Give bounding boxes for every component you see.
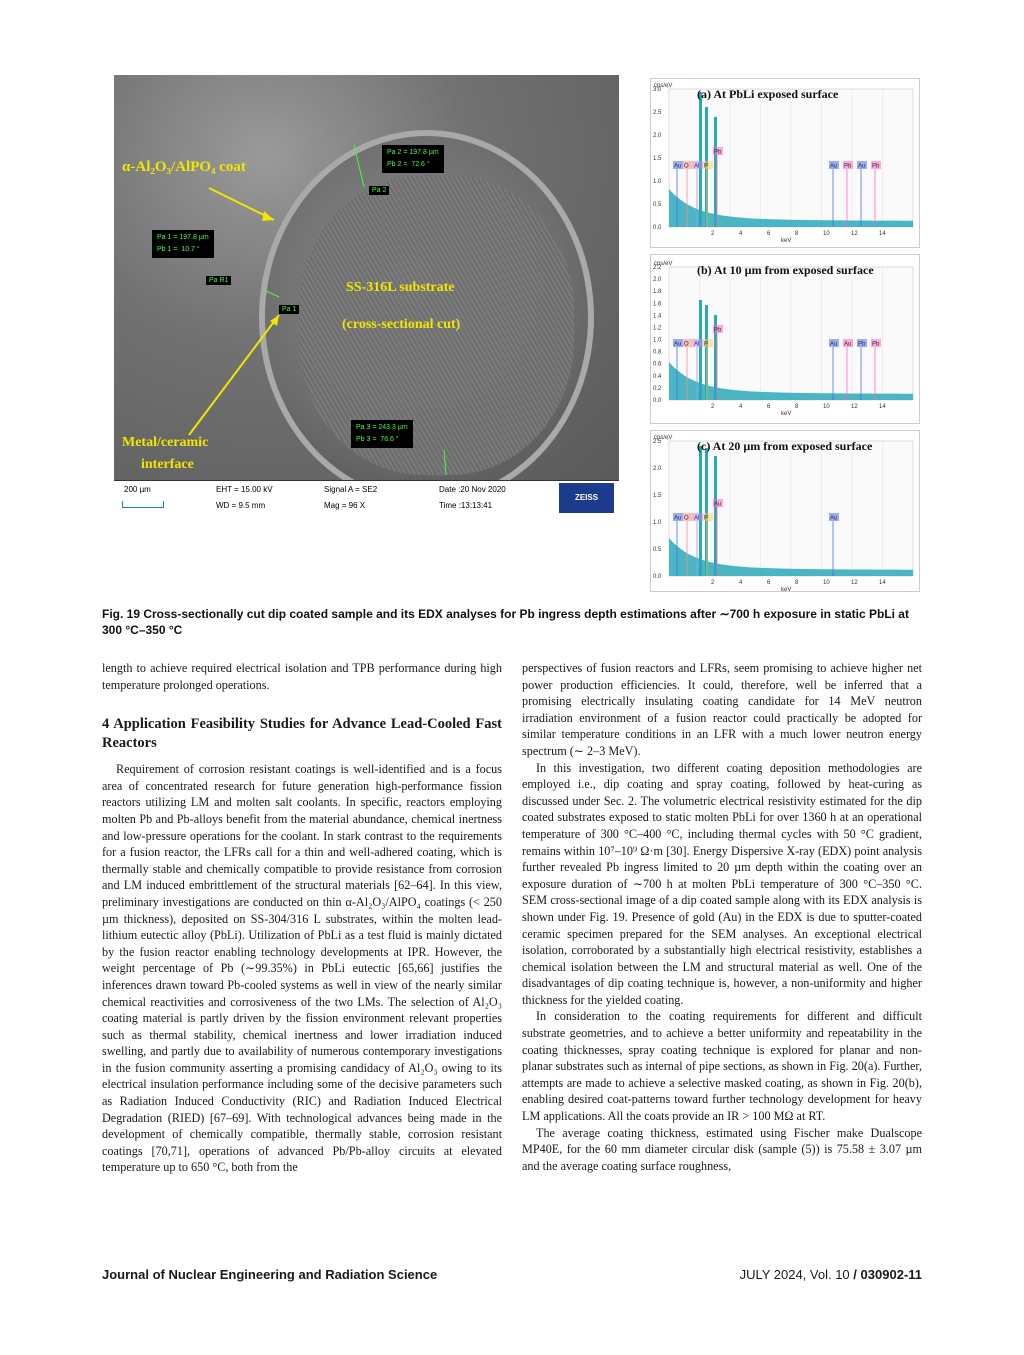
page-number: 030902-11 [860, 1267, 922, 1282]
y-tick-label: 2.5 [653, 110, 662, 116]
element-marker-label: Pb [872, 163, 880, 170]
y-tick-label: 1.5 [653, 493, 662, 499]
paragraph: In this investigation, two different coating deposition methodologies are employed i.e., dip coating and spray coating, followed by heat-curing as discussed under Sec. 2. The volumetric electrical resistivity estimated for the dip coated substrates exposed to static molten PbLi for over 1360 h at an operational temperature of 300 °C–400 °C, including thermal cycles with 50 °C gradient, remains within 10⁷–10⁹ Ω·m [30]. Energy Dispersive X-ray (EDX) point analysis further revealed Pb ingress limited to 20 µm depth within the coating over an exposure duration of ∼700 h at molten PbLi temperature of 300 °C–350 °C. SEM cross-sectional image of a dip coated sample along with its EDX analysis is shown under Fig. 19. Presence of gold (Au) in the EDX is due to sputter-coated ceramic specimen prepared for the SEM analyses. An exceptional electrical isolation, corroborated by a substantially high electrical resistivity, establishes a chemical isolation between the LM and structural material as well. One of the disadvantages of dip coating technique is, however, a non-uniformity and higher thickness for the yielded coating. [522, 760, 922, 1007]
tag-pa1: Pa 1 [279, 305, 299, 314]
y-tick-label: 1.0 [653, 337, 662, 344]
x-tick-label: 6 [767, 404, 771, 410]
cut-label: (cross-sectional cut) [342, 317, 461, 332]
edx-title-b: (b) At 10 µm from exposed surface [697, 263, 874, 277]
element-marker-label: Au [674, 163, 682, 170]
date-label: Date :20 Nov 2020 [439, 485, 506, 494]
coat-label: α-Al₂O₃/AlPO₄ coat [122, 159, 246, 175]
y-unit-label: cps/eV [654, 83, 673, 89]
x-tick-label: 10 [823, 404, 830, 410]
edx-plot-c [651, 431, 921, 593]
x-axis-label: keV [781, 411, 792, 417]
element-marker-label: Au [858, 163, 866, 170]
sem-image [114, 75, 619, 517]
measure-box-2: Pa 2 = 197.8 µm Pb 2 = 72.6 ° [382, 145, 444, 173]
x-tick-label: 14 [879, 580, 886, 586]
edx-panel-c [650, 430, 920, 592]
measure-box-3: Pa 3 = 243.3 µm Pb 3 = 76.6 ° [351, 420, 413, 448]
x-tick-label: 8 [795, 580, 799, 586]
x-tick-label: 10 [823, 580, 830, 586]
paragraph: In consideration to the coating requirements for different and difficult substrate geometries, and to achieve a better uniformity and repeatability in the coating thicknesses, spray coating technique is explored for planar and non-planar substrates such as internal of pipe sections, as shown in Fig. 20(a). Further, attempts are made to achieve a selective masked coating, as shown in Fig. 20(b), enabling desired coat-patterns toward further technology development for heavy LM applications. All the coats provide an IR > 100 MΩ at RT. [522, 1009, 922, 1124]
x-tick-label: 12 [851, 231, 858, 237]
element-marker-label: P [704, 163, 709, 170]
paragraph: Requirement of corrosion resistant coatings is well-identified and is a focus area of concentrated research for future generation high-performance fission reactors utilizing LM and molten salt coolants. In specific, reactors employing molten Pb and Pb-alloys benefit from the material abundance, chemical inertness and low-pressure operations for the coolant. In stark contrast to the requirements for a fusion reactor, the LFRs call for a thin and well-adhered coating, which is thermally stable and chemically compatible to provide resistance from corrosion and LM induced embrittlement of the structural materials [62–64]. In this view, preliminary investigations are conducted on thin α-Al₂O₃/AlPO₄ coatings (< 250 µm thickness), deposited on SS-304/316 L substrates, within the molten lead-lithium eutectic alloy (PbLi). Utilization of PbLi as a test fluid is mainly dictated by the fusion reactor enabling technology developments at IPR. However, the weight percentage of Pb (∼99.35%) in PbLi eutectic [65,66] justifies the inferences drawn toward Pb-cooled systems as well in view of the nearly similar chemical reactivities and corrosiveness of the two LMs. The selection of Al₂O₃ coating material is partly driven by the fission environment relevant properties such as thermal stability, chemical inertness and lower irradiation induced swelling, and partly due to availability of numerous contemporary investigations in the fusion community asserting a promising candidacy of Al₂O₃ owing to its electrical insulation performance including some of the decisive parameters such as Radiation Induced Conductivity (RIC) and Radiation Induced Electrical Degradation (RIED) [67–69]. With technological advances being made in the development of chemically compatible, thermally stable, corrosion resistant coatings [70,71], operations of advanced Pb/Pb-alloy circuits at elevated temperature up to 650 °C, both from the [102, 762, 502, 1175]
element-marker-label: Pb [858, 341, 866, 348]
time-label: Time :13:13:41 [439, 501, 493, 510]
wd-label: WD = 9.5 mm [216, 501, 266, 510]
section-heading: 4 Application Feasibility Studies for Advance Lead-Cooled Fast Reactors [102, 716, 502, 752]
y-unit-label: cps/eV [654, 435, 673, 441]
issue-info: JULY 2024, Vol. 10 [739, 1267, 850, 1282]
y-tick-label: 3.0 [653, 87, 662, 93]
separator: / [853, 1267, 857, 1282]
x-tick-label: 12 [851, 404, 858, 410]
element-marker-label: Au [714, 501, 722, 508]
element-marker-label: Au [830, 163, 838, 170]
left-column [102, 660, 502, 1176]
paragraph: perspectives of fusion reactors and LFRs, seem promising to achieve higher net power production efficiencies. It could, therefore, well be inferred that a promising electrically insulating coating candidate for 14 MeV neutron irradiation environment of a fusion reactor could practically be adopted for similar temperature conditions in an LFR with a much lower neutron energy spectrum (∼ 2–3 MeV). [522, 661, 922, 758]
y-tick-label: 1.2 [653, 325, 662, 332]
y-tick-label: 1.0 [653, 520, 662, 526]
edx-panel-b [650, 254, 920, 424]
x-tick-label: 12 [851, 580, 858, 586]
x-tick-label: 14 [879, 404, 886, 410]
element-marker-label: Al [694, 515, 700, 522]
y-tick-label: 1.4 [653, 313, 662, 320]
element-marker-label: Al [694, 163, 700, 170]
y-unit-label: cps/eV [654, 261, 673, 267]
element-marker-label: Au [830, 515, 838, 522]
y-tick-label: 1.8 [653, 289, 662, 296]
y-tick-label: 0.6 [653, 361, 662, 368]
measure-box-1: Pa 1 = 197.8 µm Pb 1 = 10.7 ° [152, 230, 214, 258]
element-marker-label: Pb [872, 341, 880, 348]
x-tick-label: 4 [739, 580, 743, 586]
element-marker-label: O [684, 163, 689, 170]
element-marker-label: Au [674, 515, 682, 522]
element-marker-label: Au [844, 341, 852, 348]
eht-label: EHT = 15.00 kV [216, 485, 273, 494]
y-tick-label: 0.2 [653, 385, 662, 392]
interface-label-line2: interface [141, 457, 194, 472]
page-info [680, 1267, 922, 1282]
edx-plot-a [651, 79, 921, 249]
right-column [522, 660, 922, 1174]
y-tick-label: 2.0 [653, 133, 662, 139]
element-marker-label: Al [694, 341, 700, 348]
x-tick-label: 14 [879, 231, 886, 237]
signal-label: Signal A = SE2 [324, 485, 378, 494]
x-tick-label: 2 [711, 580, 715, 586]
y-tick-label: 0.4 [653, 373, 662, 380]
element-marker-label: Pb [844, 163, 852, 170]
x-tick-label: 2 [711, 231, 715, 237]
sem-info-bar [114, 480, 619, 517]
y-tick-label: 2.0 [653, 277, 662, 284]
element-marker-label: P [704, 341, 709, 348]
element-marker-label: O [684, 341, 689, 348]
journal-name: Journal of Nuclear Engineering and Radiation Science [102, 1267, 438, 1282]
x-axis-label: keV [781, 587, 792, 593]
element-marker-label: P [704, 515, 709, 522]
x-axis-label: keV [781, 238, 792, 244]
x-tick-label: 2 [711, 404, 715, 410]
figure-caption: Fig. 19 Cross-sectionally cut dip coated sample and its EDX analyses for Pb ingress depth estimations after ∼700 h exposure in static PbLi at 300 °C–350 °C [102, 607, 909, 637]
scale-bar [122, 501, 164, 508]
element-marker-label: Au [830, 341, 838, 348]
edx-plot-b [651, 255, 921, 425]
y-tick-label: 2.0 [653, 466, 662, 472]
x-tick-label: 8 [795, 404, 799, 410]
y-tick-label: 0.5 [653, 547, 662, 553]
element-marker-label: Pb [714, 327, 722, 334]
y-tick-label: 0.8 [653, 349, 662, 356]
x-tick-label: 4 [739, 404, 743, 410]
y-tick-label: 1.0 [653, 179, 662, 185]
tag-pa2: Pa 2 [369, 186, 389, 195]
y-tick-label: 0.0 [653, 398, 662, 404]
substrate-label: SS-316L substrate [346, 280, 455, 295]
scale-label: 200 µm [124, 485, 151, 494]
y-tick-label: 0.0 [653, 574, 662, 580]
paragraph: The average coating thickness, estimated using Fischer make Dualscope MP40E, for the 60 mm diameter circular disk (sample (5)) is 75.58 ± 3.07 µm and the average coating surface roughness, [522, 1125, 922, 1173]
x-tick-label: 6 [767, 580, 771, 586]
y-tick-label: 2.5 [653, 439, 662, 445]
x-tick-label: 10 [823, 231, 830, 237]
tag-pa-r1: Pa R1 [206, 276, 231, 285]
element-marker-label: Pb [714, 149, 722, 156]
interface-label-line1: Metal/ceramic [122, 435, 209, 450]
y-tick-label: 2.2 [653, 265, 662, 271]
y-tick-label: 1.6 [653, 301, 662, 308]
mag-label: Mag = 96 X [324, 501, 366, 510]
y-tick-label: 1.5 [653, 156, 662, 162]
element-marker-label: Au [674, 341, 682, 348]
y-tick-label: 0.0 [653, 225, 662, 231]
edx-panel-a [650, 78, 920, 248]
y-tick-label: 0.5 [653, 202, 662, 208]
paragraph: length to achieve required electrical isolation and TPB performance during high temperature prolonged operations. [102, 661, 502, 692]
edx-title-c: (c) At 20 µm from exposed surface [697, 439, 873, 453]
x-tick-label: 4 [739, 231, 743, 237]
element-marker-label: O [684, 515, 689, 522]
x-tick-label: 8 [795, 231, 799, 237]
zeiss-logo: ZEISS [559, 483, 614, 513]
x-tick-label: 6 [767, 231, 771, 237]
edx-title-a: (a) At PbLi exposed surface [697, 87, 839, 101]
